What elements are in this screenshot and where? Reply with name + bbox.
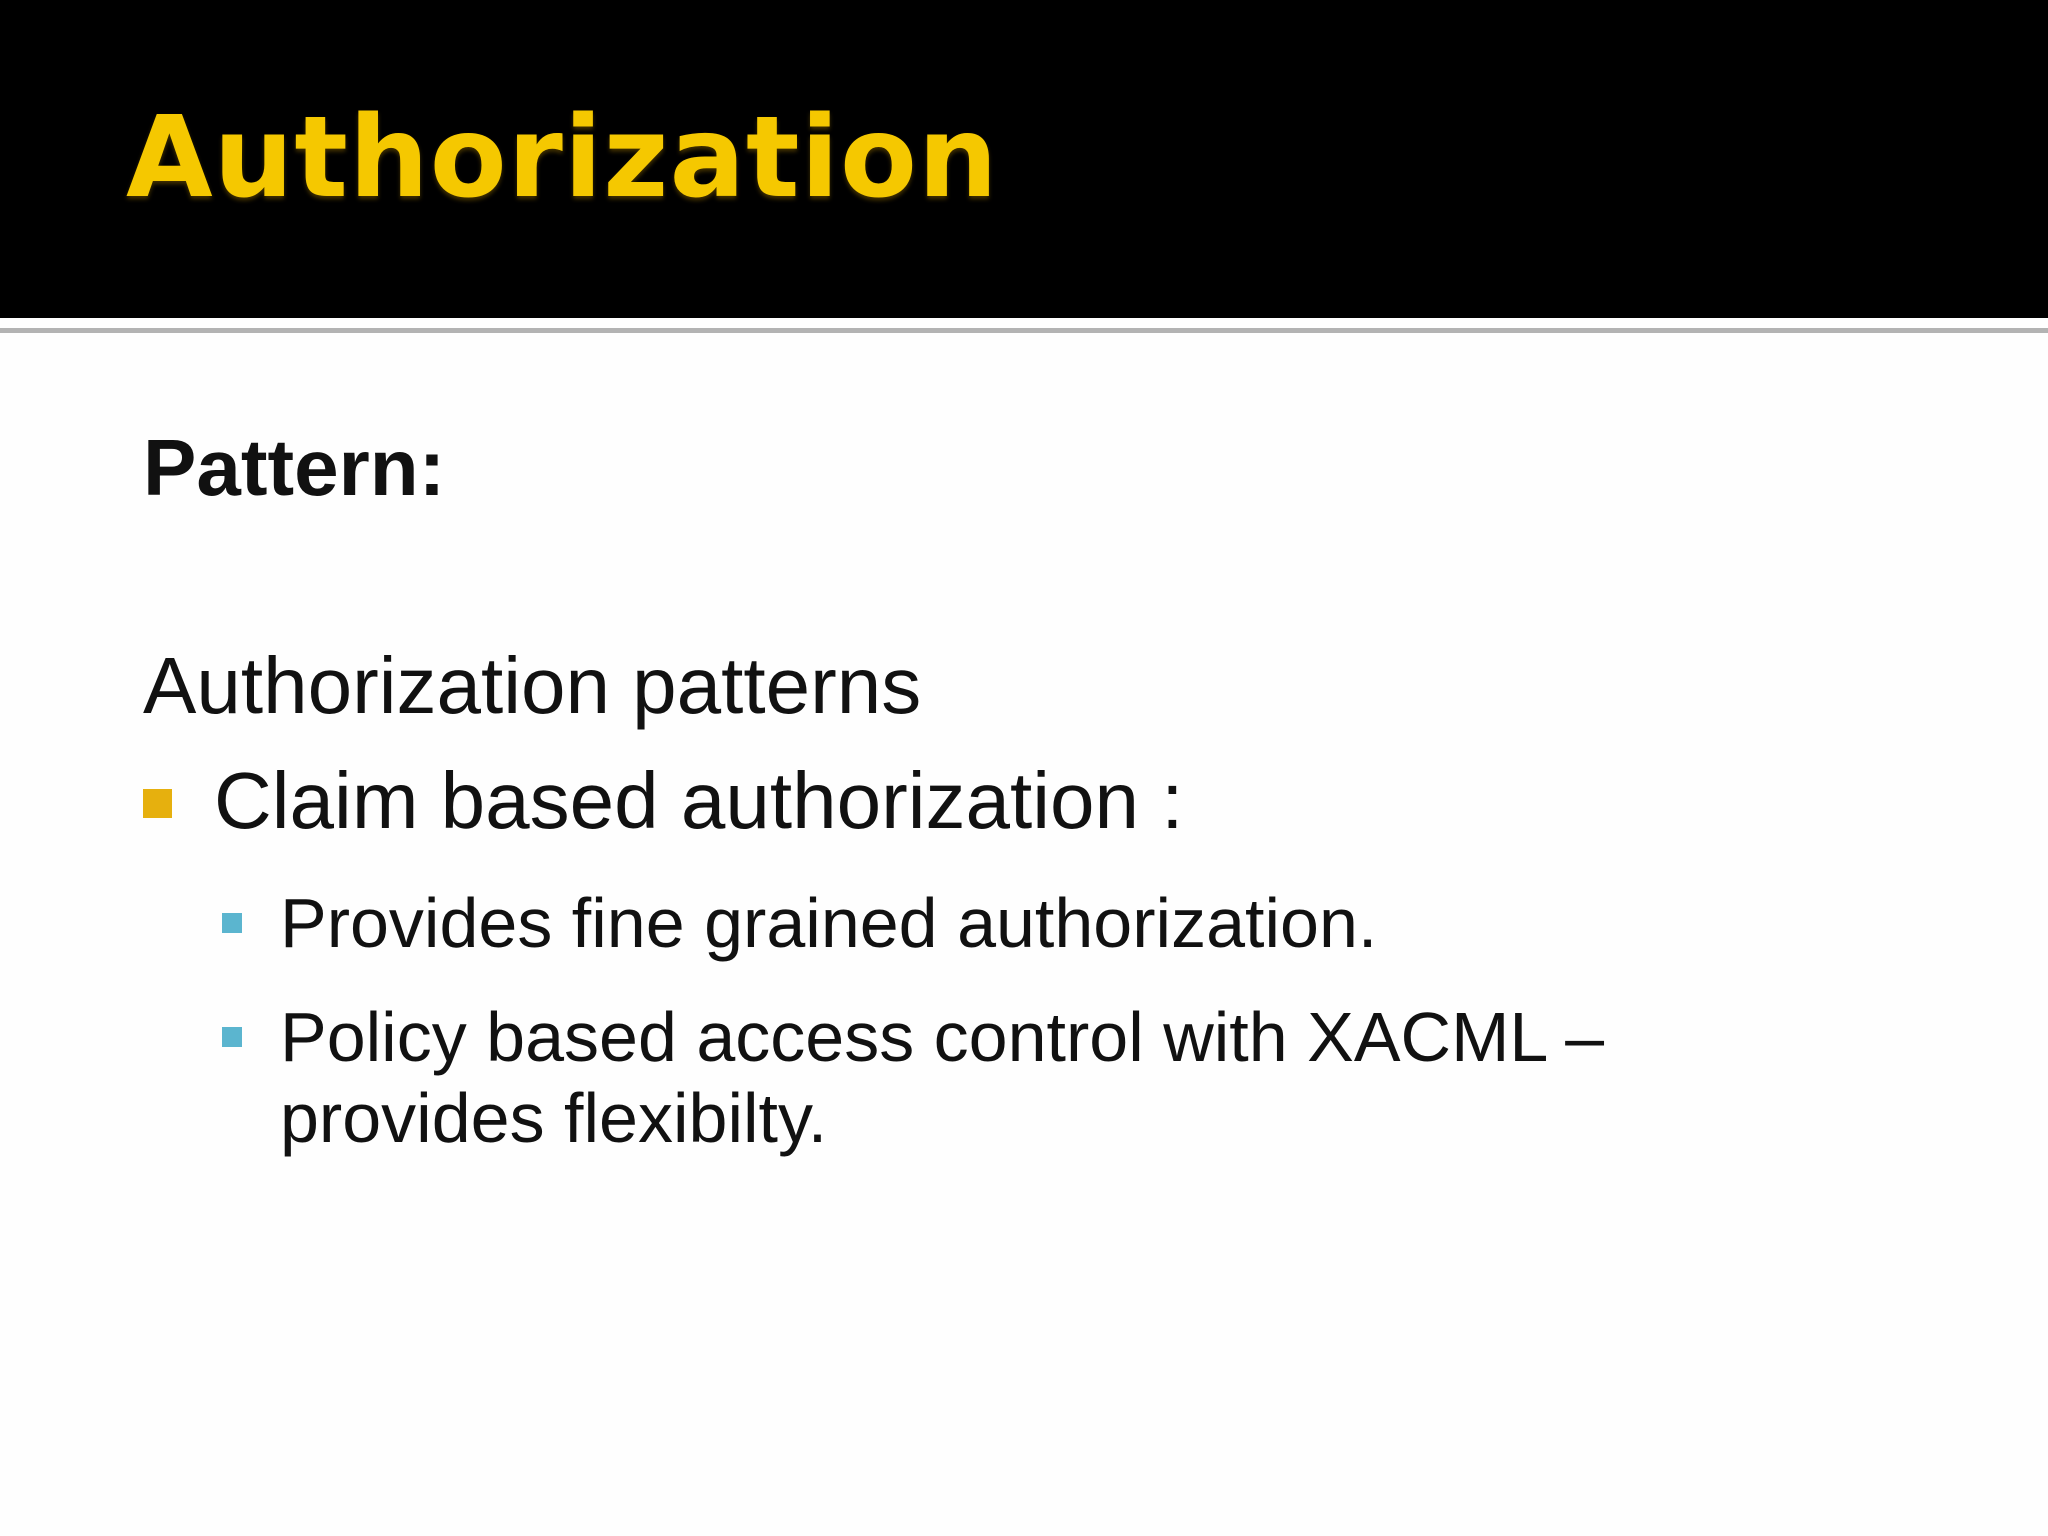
intro-line: Authorization patterns — [143, 641, 922, 730]
pattern-heading: Pattern: — [143, 423, 446, 512]
bullet-text: Claim based authorization : — [214, 756, 1184, 845]
sub-bullet-fine-grained — [222, 883, 1730, 964]
title-divider-white — [0, 318, 2048, 328]
title-bar — [0, 0, 2048, 318]
square-subbullet-icon — [222, 913, 242, 933]
square-subbullet-icon — [222, 1027, 242, 1047]
square-bullet-icon — [143, 789, 172, 818]
sub-bullet-text: Provides fine grained authorization. — [280, 884, 1378, 962]
sub-bullet-text: Policy based access control with XACML – provides flexibilty. — [280, 998, 1605, 1157]
bullet-claim-based — [143, 753, 1183, 849]
slide-title: Authorization — [126, 93, 999, 223]
sub-bullet-xacml — [222, 997, 1730, 1158]
